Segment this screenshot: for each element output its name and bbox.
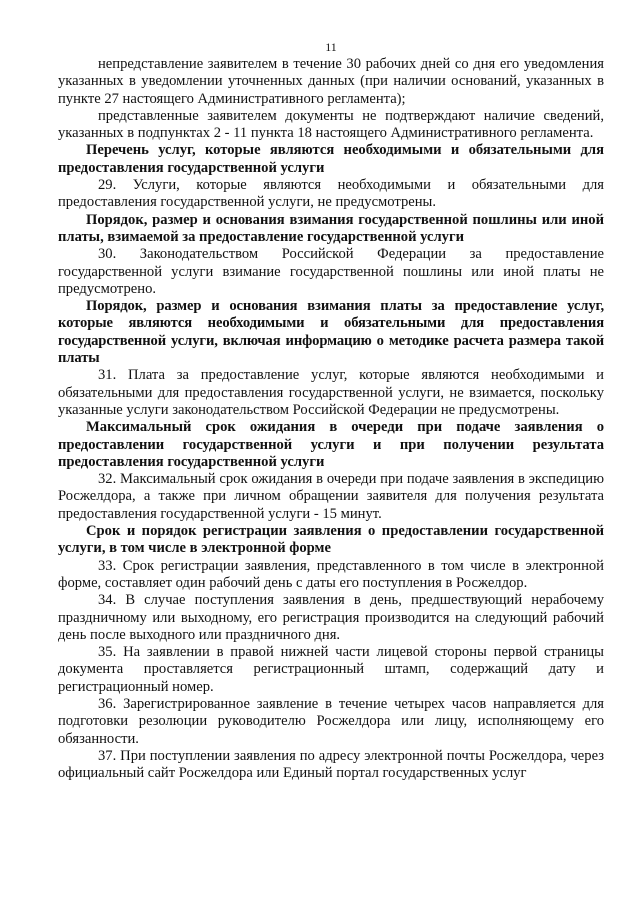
page-number: 11: [325, 40, 337, 54]
paragraph-28-item-end: непредставление заявителем в течение 30 рабочих дней со дня его уведомления указанных в уведомлении уточненных данных (при наличии оснований, указанных в пункте 27 настоящего Административного регламента);: [58, 56, 604, 107]
paragraph-32: 32. Максимальный срок ожидания в очереди при подаче заявления в экспедицию Росжелдора, а также при личном обращении заявителя для получения результата предоставления государственной услуги - 15 минут.: [58, 471, 604, 522]
paragraph-31: 31. Плата за предоставление услуг, которые являются необходимыми и обязательными для предоставления государственной услуги, не взимается, поскольку указанные услуги законодательством Российской Федерации не предусмотрены.: [58, 367, 604, 418]
paragraph-37: 37. При поступлении заявления по адресу электронной почты Росжелдора, через официальный сайт Росжелдора или Единый портал государственных услуг: [58, 747, 604, 782]
paragraph-34: 34. В случае поступления заявления в день, предшествующий нерабочему праздничному или выходному, его регистрация производится на следующий рабочий день после выходного или праздничного дня.: [58, 592, 604, 643]
paragraph-33: 33. Срок регистрации заявления, представленного в том числе в электронной форме, составляет один рабочий день с даты его поступления в Росжелдор.: [58, 557, 604, 591]
paragraph-28-item-last: представленные заявителем документы не подтверждают наличие сведений, указанных в подпунктах 2 - 11 пункта 18 настоящего Административного регламента.: [58, 107, 604, 142]
paragraph-36: 36. Зарегистрированное заявление в течение четырех часов направляется для подготовки резолюции руководителю Росжелдора или лицу, исполняющему его обязанности.: [58, 695, 604, 747]
heading-required-services: Перечень услуг, которые являются необходимыми и обязательными для предоставления государственной услуги: [58, 142, 604, 176]
paragraph-30: 30. Законодательством Российской Федерации за предоставление государственной услуги взимание государственной пошлины или иной платы не предусмотрено.: [58, 246, 604, 297]
paragraph-29: 29. Услуги, которые являются необходимыми и обязательными для предоставления государственной услуги, не предусмотрены.: [58, 177, 604, 211]
heading-state-fee: Порядок, размер и основания взимания государственной пошлины или иной платы, взимаемой за предоставление государственной услуги: [58, 211, 604, 245]
heading-registration-term: Срок и порядок регистрации заявления о предоставлении государственной услуги, в том числе в электронной форме: [58, 523, 604, 557]
document-page: [58, 40, 604, 782]
heading-max-waiting-time: Максимальный срок ожидания в очереди при подаче заявления о предоставлении государственной услуги и при получении результата предоставления государственной услуги: [58, 419, 604, 470]
heading-fee-for-required-services: Порядок, размер и основания взимания платы за предоставление услуг, которые являются необходимыми и обязательными для предоставления государственной услуги, включая информацию о методике расчета размера такой платы: [58, 298, 604, 367]
paragraph-35: 35. На заявлении в правой нижней части лицевой стороны первой страницы документа проставляется регистрационный штамп, содержащий дату и регистрационный номер.: [58, 644, 604, 695]
